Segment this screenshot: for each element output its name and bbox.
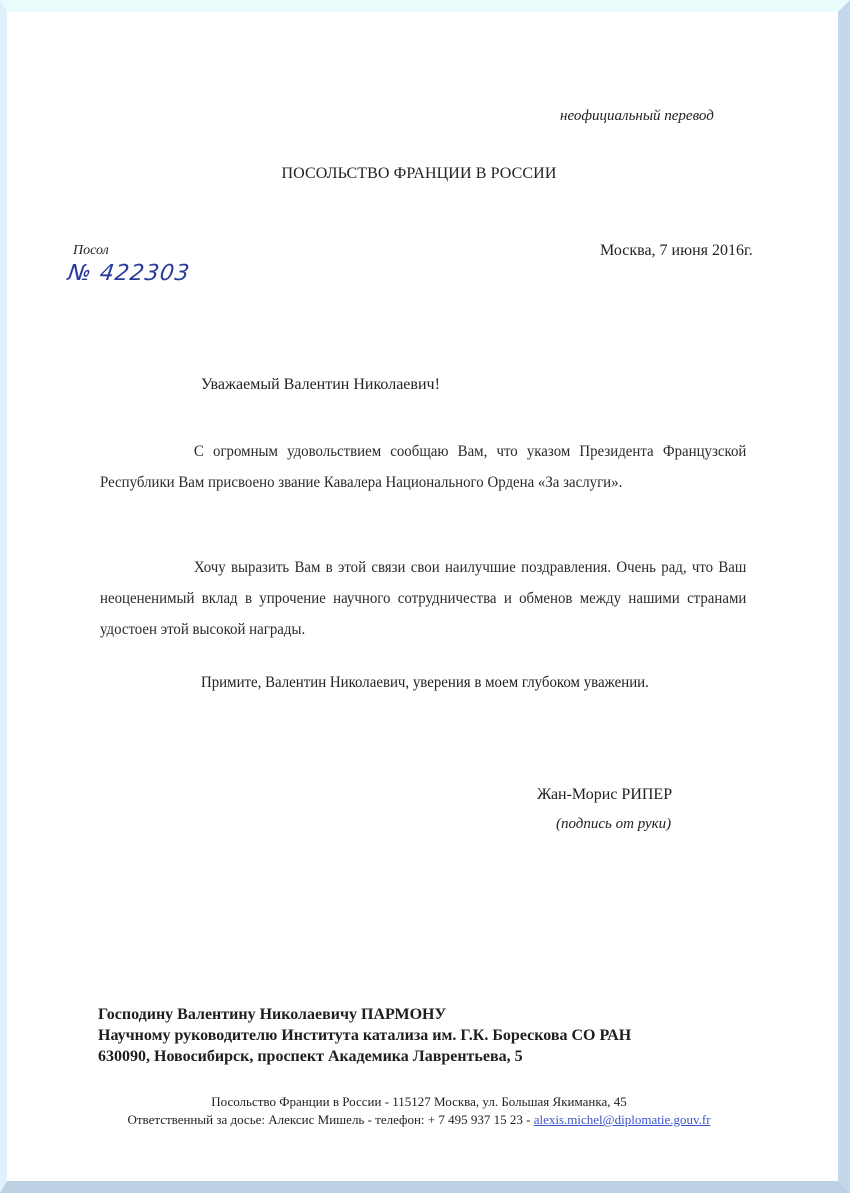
footer <box>0 1093 838 1129</box>
closing-line: Примите, Валентин Николаевич, уверения в моем глубоком уважении. <box>201 674 649 691</box>
body-paragraph: Хочу выразить Вам в этой связи свои наилучшие поздравления. Очень рад, что Ваш неоцененимый вклад в упрочение научного сотрудничества и обменов между нашими странами удостоен этой высокой награды. <box>100 559 747 638</box>
footer-address: Посольство Франции в России - 115127 Москва, ул. Большая Якиманка, 45 <box>211 1094 627 1109</box>
recipient-position: Научному руководителю Института катализа им. Г.К. Борескова СО РАН <box>98 1027 632 1044</box>
footer-contact <box>0 1111 838 1129</box>
body-paragraph: С огромным удовольствием сообщаю Вам, что указом Президента Французской Республики Вам присвоено звание Кавалера Национального Ордена «За заслуги». <box>100 443 747 491</box>
date-place: Москва, 7 июня 2016г. <box>600 242 753 259</box>
handwritten-reference-number: № 422303 <box>66 261 192 286</box>
sender-title: Посол <box>73 243 109 258</box>
recipient-name: Господину Валентину Николаевичу ПАРМОНУ <box>98 1006 447 1023</box>
frame-right-edge <box>838 0 850 1193</box>
recipient-address: 630090, Новосибирск, проспект Академика Лаврентьева, 5 <box>98 1048 523 1065</box>
frame-bottom-edge <box>0 1181 850 1193</box>
signature-note: (подпись от руки) <box>556 816 672 832</box>
embassy-title: ПОСОЛЬСТВО ФРАНЦИИ В РОССИИ <box>281 165 557 182</box>
contact-email-link[interactable]: alexis.michel@diplomatie.gouv.fr <box>533 1112 711 1127</box>
footer-contact-text: Ответственный за досье: Алексис Мишель - телефон: + 7 495 937 15 23 - <box>127 1112 534 1127</box>
salutation: Уважаемый Валентин Николаевич! <box>201 376 440 393</box>
frame-top-edge <box>0 0 850 12</box>
signatory-name: Жан-Морис РИПЕР <box>537 786 673 803</box>
unofficial-translation-note: неофициальный перевод <box>560 108 714 124</box>
recipient-block <box>98 1004 631 1067</box>
